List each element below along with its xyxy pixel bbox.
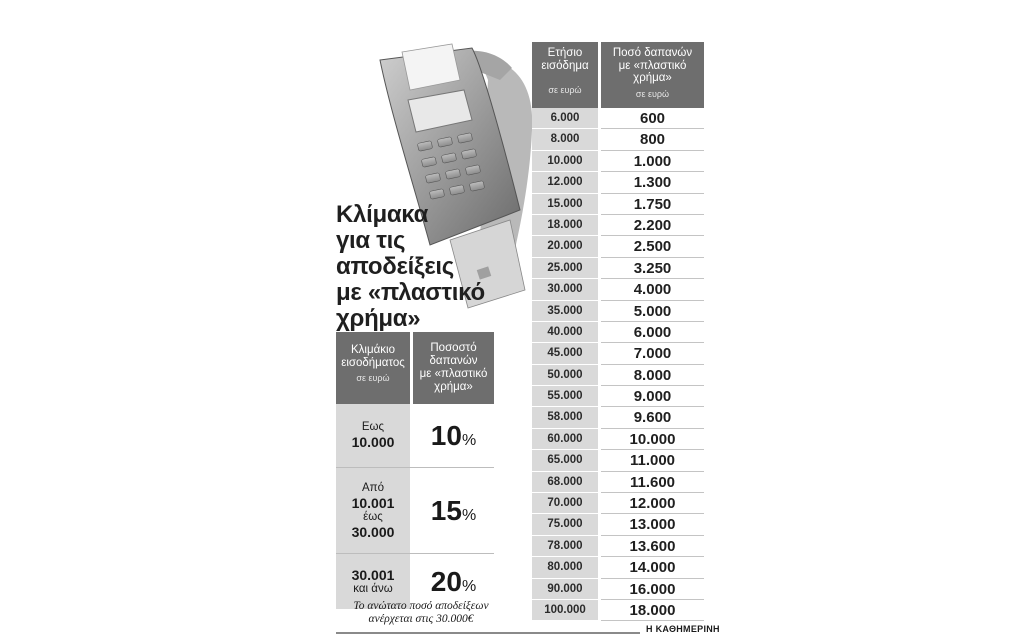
table-row	[532, 365, 704, 386]
percent-value: 20	[430, 565, 462, 597]
header-text: Ποσό δαπανών	[612, 47, 693, 59]
income-cell: 60.000	[532, 429, 598, 450]
header-text: με «πλαστικό	[419, 368, 488, 380]
spending-cell: 16.000	[601, 579, 704, 600]
table-header	[532, 42, 704, 108]
income-spending-table	[532, 42, 704, 621]
spending-cell: 2.200	[601, 215, 704, 236]
spending-cell: 10.000	[601, 429, 704, 450]
spending-cell: 3.250	[601, 258, 704, 279]
spending-cell: 14.000	[601, 557, 704, 578]
spending-cell: 9.000	[601, 386, 704, 407]
income-cell: 6.000	[532, 108, 598, 129]
header-text: Ετήσιο	[547, 47, 583, 59]
bracket-label: Από	[361, 481, 384, 494]
bracket-cell	[336, 468, 410, 553]
spending-cell: 4.000	[601, 279, 704, 300]
spending-cell: 1.300	[601, 172, 704, 193]
table-row	[532, 258, 704, 279]
income-cell: 75.000	[532, 514, 598, 535]
income-cell: 80.000	[532, 557, 598, 578]
table-row	[532, 493, 704, 514]
income-cell: 58.000	[532, 407, 598, 428]
spending-cell: 11.000	[601, 450, 704, 471]
percent-sign: %	[461, 577, 477, 595]
income-cell: 18.000	[532, 215, 598, 236]
header-unit: σε ευρώ	[548, 85, 582, 95]
headline-line: με «πλαστικό	[336, 279, 485, 306]
income-cell: 68.000	[532, 472, 598, 493]
table-row	[532, 301, 704, 322]
header-income-bracket	[336, 332, 410, 404]
bracket-label: και άνω	[353, 583, 393, 595]
table-row	[532, 579, 704, 600]
header-unit: σε ευρώ	[356, 373, 390, 383]
header-text: εισόδημα	[541, 59, 589, 72]
spending-cell: 600	[601, 108, 704, 129]
table-row	[532, 514, 704, 535]
header-text: Ποσοστό	[430, 342, 477, 354]
spending-cell: 9.600	[601, 407, 704, 428]
table-row	[532, 172, 704, 193]
table-row	[532, 536, 704, 557]
bracket-label: Εως	[361, 421, 385, 433]
header-text: εισοδήματος	[341, 357, 405, 369]
spending-cell: 13.000	[601, 514, 704, 535]
bracket-amount: 10.000	[351, 434, 395, 450]
header-unit: σε ευρώ	[635, 88, 670, 99]
footnote	[336, 600, 506, 626]
table-row	[336, 468, 494, 554]
publisher-credit: Η ΚΑΘΗΜΕΡΙΝΗ	[640, 624, 720, 634]
header-text: Κλιμάκιο	[351, 344, 395, 356]
income-cell: 78.000	[532, 536, 598, 557]
table-row	[532, 600, 704, 621]
header-text: με «πλαστικό	[618, 59, 687, 72]
income-cell: 8.000	[532, 129, 598, 150]
income-cell: 25.000	[532, 258, 598, 279]
spending-cell: 11.600	[601, 472, 704, 493]
footnote-line: ανέρχεται στις 30.000€	[368, 613, 474, 625]
bracket-label: έως	[363, 510, 383, 523]
table-row	[532, 215, 704, 236]
percent-cell	[413, 468, 494, 553]
bracket-amount: 10.001	[351, 494, 395, 511]
bracket-amount: 30.001	[351, 567, 395, 583]
spending-cell: 2.500	[601, 236, 704, 257]
table-row	[532, 557, 704, 578]
spending-cell: 1.750	[601, 194, 704, 215]
header-annual-income	[532, 42, 598, 108]
spending-cell: 7.000	[601, 343, 704, 364]
percent-sign: %	[461, 431, 477, 449]
income-cell: 90.000	[532, 579, 598, 600]
income-cell: 30.000	[532, 279, 598, 300]
table-row	[532, 129, 704, 150]
table-row	[532, 194, 704, 215]
table-header	[336, 332, 494, 404]
spending-cell: 5.000	[601, 301, 704, 322]
headline	[336, 202, 516, 332]
bracket-cell	[336, 404, 410, 467]
table-row	[532, 450, 704, 471]
headline-line: Κλίμακα	[336, 201, 429, 228]
header-text: δαπανών	[429, 355, 478, 367]
percent-value: 15	[430, 494, 462, 526]
income-cell: 10.000	[532, 151, 598, 172]
income-cell: 50.000	[532, 365, 598, 386]
income-cell: 100.000	[532, 600, 598, 621]
percent-value: 10	[430, 419, 462, 451]
income-bracket-table	[336, 332, 494, 609]
header-spending-percent	[413, 332, 494, 404]
table-row	[532, 407, 704, 428]
header-spending-amount	[601, 42, 704, 108]
table-row	[336, 404, 494, 468]
income-cell: 40.000	[532, 322, 598, 343]
table-row	[532, 151, 704, 172]
income-cell: 20.000	[532, 236, 598, 257]
percent-sign: %	[461, 506, 477, 524]
spending-cell: 13.600	[601, 536, 704, 557]
headline-line: για τις	[336, 227, 406, 254]
spending-cell: 6.000	[601, 322, 704, 343]
table-row	[532, 472, 704, 493]
table-row	[532, 386, 704, 407]
table-row	[532, 322, 704, 343]
table-row	[532, 108, 704, 129]
headline-line: χρήμα»	[336, 305, 421, 332]
headline-line: αποδείξεις	[336, 253, 454, 280]
table-row	[532, 429, 704, 450]
income-cell: 65.000	[532, 450, 598, 471]
income-cell: 15.000	[532, 194, 598, 215]
spending-cell: 12.000	[601, 493, 704, 514]
header-text: χρήμα»	[434, 381, 473, 393]
table-row	[532, 236, 704, 257]
header-text: χρήμα»	[633, 72, 672, 84]
table-body	[532, 108, 704, 621]
table-row	[532, 343, 704, 364]
income-cell: 35.000	[532, 301, 598, 322]
spending-cell: 800	[601, 129, 704, 150]
spending-cell: 8.000	[601, 365, 704, 386]
income-cell: 55.000	[532, 386, 598, 407]
income-cell: 12.000	[532, 172, 598, 193]
table-row	[532, 279, 704, 300]
percent-cell	[413, 404, 494, 467]
bracket-amount: 30.000	[351, 523, 395, 540]
spending-cell: 18.000	[601, 600, 704, 621]
footnote-line: Το ανώτατο ποσό αποδείξεων	[353, 600, 489, 612]
income-cell: 45.000	[532, 343, 598, 364]
income-cell: 70.000	[532, 493, 598, 514]
spending-cell: 1.000	[601, 151, 704, 172]
